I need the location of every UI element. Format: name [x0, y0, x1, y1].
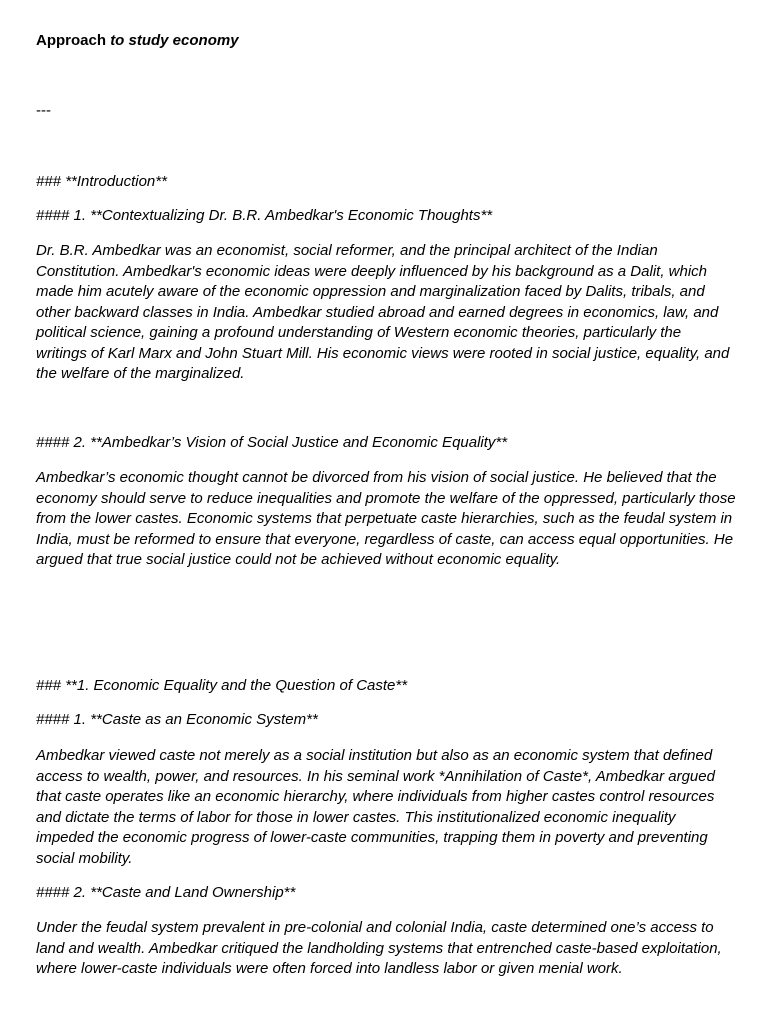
- paragraph-caste-economic-system: Ambedkar viewed caste not merely as a social institution but also as an economic system that defined access to wealth, power, and resources. In his seminal work *Annihilation of Caste*, Ambedkar argued that caste operates like an economic hierarchy, where individuals from higher castes control resources and dictate the terms of labor for those in lower castes. This institutionalized economic inequality impeded the economic progress of lower-caste communities, trapping them in poverty and preventing social mobility.: [36, 747, 715, 867]
- subheading-social-justice: #### 2. **Ambedkar’s Vision of Social Justice and Economic Equality**: [36, 434, 508, 451]
- paragraph-contextualizing: Dr. B.R. Ambedkar was an economist, social reformer, and the principal architect of the Indian Constitution. Ambedkar's economic ideas were deeply influenced by his background as a Dalit, which made him acutely aware of the economic oppression and marginalization faced by Dalits, tribals, and other backward classes in India. Ambedkar studied abroad and earned degrees in economics, law, and political science, gaining a profound understanding of Western economic theories, particularly the writings of Karl Marx and John Stuart Mill. His economic views were rooted in social justice, equality, and the welfare of the marginalized.: [36, 242, 730, 382]
- title-italic: to study economy: [110, 32, 239, 49]
- paragraph-caste-land-ownership: Under the feudal system prevalent in pre-colonial and colonial India, caste determined one’s access to land and wealth. Ambedkar critiqued the landholding systems that entrenched caste-based exploitation, where lower-caste individuals were often forced into landless labor or given menial work.: [36, 919, 722, 977]
- section-heading-economic-equality: ### **1. Economic Equality and the Question of Caste**: [36, 677, 408, 694]
- document-title: [36, 31, 239, 52]
- divider-text: ---: [36, 102, 51, 119]
- title-plain: Approach: [36, 32, 111, 49]
- subheading-caste-economic-system: #### 1. **Caste as an Economic System**: [36, 711, 318, 728]
- paragraph-social-justice: Ambedkar’s economic thought cannot be divorced from his vision of social justice. He believed that the economy should serve to reduce inequalities and promote the welfare of the oppressed, particularly those from the lower castes. Economic systems that perpetuate caste hierarchies, such as the feudal system in India, must be reformed to ensure that everyone, regardless of caste, can access equal opportunities. He argued that true social justice could not be achieved without economic equality.: [36, 469, 736, 568]
- subheading-caste-land-ownership: #### 2. **Caste and Land Ownership**: [36, 884, 296, 901]
- subheading-contextualizing: #### 1. **Contextualizing Dr. B.R. Ambedkar's Economic Thoughts**: [36, 207, 493, 224]
- section-heading-introduction: ### **Introduction**: [36, 173, 167, 190]
